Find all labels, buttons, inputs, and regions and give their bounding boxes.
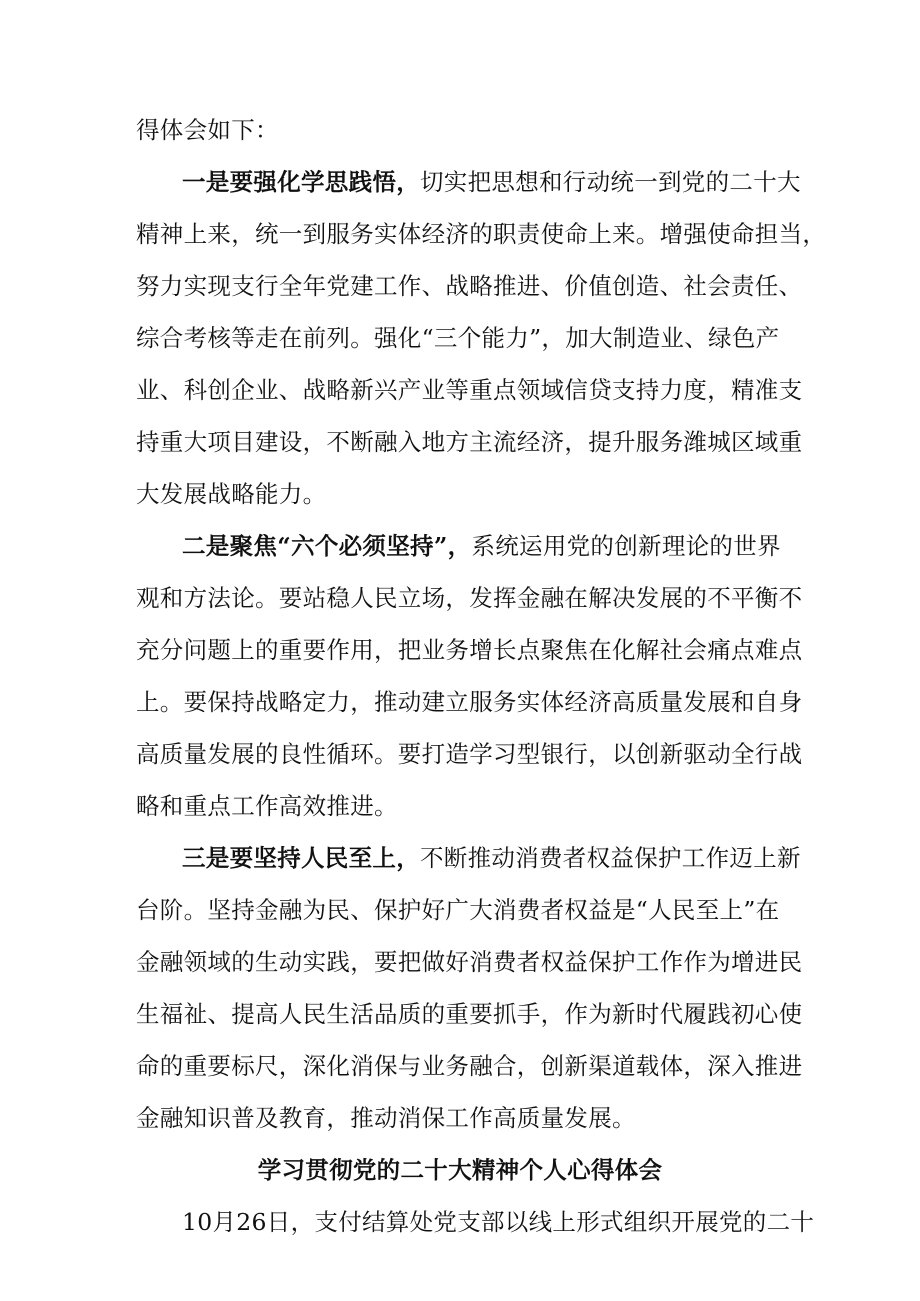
section1-first-line [182, 162, 801, 202]
section2-line: 略和重点工作高效推进。 [136, 792, 398, 820]
section3-line: 金融领域的生动实践，要把做好消费者权益保护工作作为增进民 [136, 948, 803, 976]
section2-first-rest: 系统运用党的创新理论的世界 [471, 532, 781, 560]
article-title: 学习贯彻党的二十大精神个人心得体会 [257, 1156, 663, 1184]
section1-line: 努力实现支行全年党建工作、战略推进、价值创造、社会责任、 [136, 272, 803, 300]
section1-first-rest: 切实把思想和行动统一到党的二十大 [420, 168, 801, 196]
section3-line: 台阶。坚持金融为民、保护好广大消费者权益是“人民至上”在 [136, 896, 780, 924]
section3-first-line [182, 838, 801, 878]
section3-line: 命的重要标尺，深化消保与业务融合，创新渠道载体，深入推进 [136, 1052, 803, 1080]
section2-line: 上。要保持战略定力，推动建立服务实体经济高质量发展和自身 [136, 688, 803, 716]
section1-line: 大发展战略能力。 [136, 480, 327, 508]
section2-first-line [182, 526, 796, 566]
section1-line: 综合考核等走在前列。强化“三个能力”，加大制造业、绿色产 [136, 324, 780, 352]
section1-line: 持重大项目建设，不断融入地方主流经济，提升服务潍城区域重 [136, 428, 803, 456]
intro-line: 得体会如下： [136, 116, 279, 144]
section3-heading: 三是要坚持人民至上， [182, 844, 420, 872]
section2-heading: 二是聚焦“六个必须坚持”， [182, 532, 472, 560]
section2-line: 观和方法论。要站稳人民立场，发挥金融在解决发展的不平衡不 [136, 584, 803, 612]
section2-line: 充分问题上的重要作用，把业务增长点聚焦在化解社会痛点难点 [136, 636, 803, 664]
section3-line: 金融知识普及教育，推动消保工作高质量发展。 [136, 1104, 636, 1132]
section2-line: 高质量发展的良性循环。要打造学习型银行，以创新驱动全行战 [136, 740, 803, 768]
section3-line: 生福祉、提高人民生活品质的重要抓手，作为新时代履践初心使 [136, 1000, 803, 1028]
section1-line: 业、科创企业、战略新兴产业等重点领域信贷支持力度，精准支 [136, 376, 803, 404]
section1-line: 精神上来，统一到服务实体经济的职责使命上来。增强使命担当， [136, 220, 827, 248]
article2-first-line: 10月26日，支付结算处党支部以线上形式组织开展党的二十 [182, 1208, 815, 1236]
section3-first-rest: 不断推动消费者权益保护工作迈上新 [420, 844, 801, 872]
section1-heading: 一是要强化学思践悟， [182, 168, 420, 196]
